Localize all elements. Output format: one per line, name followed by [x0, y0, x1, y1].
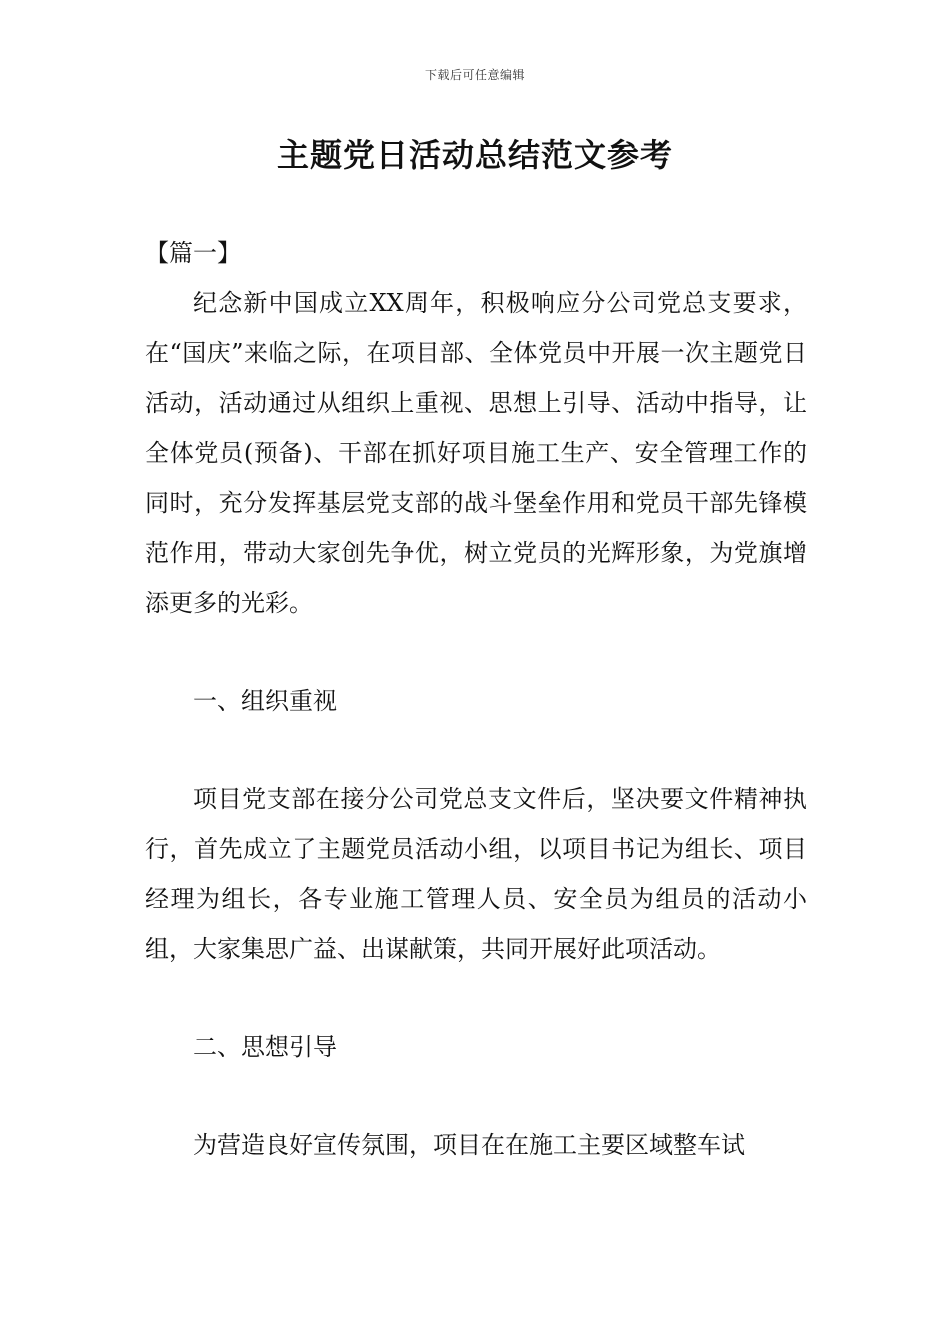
spacer	[145, 1072, 807, 1120]
spacer	[145, 726, 807, 774]
spacer	[145, 974, 807, 1022]
section-heading-1: 一、组织重视	[193, 687, 337, 715]
document-body	[145, 228, 807, 1170]
spacer	[145, 628, 807, 676]
body-paragraph-1: 项目党支部在接分公司党总支文件后，坚决要文件精神执行，首先成立了主题党员活动小组，以项目书记为组长、项目经理为组长，各专业施工管理人员、安全员为组员的活动小组，大家集思广益、出谋献策，共同开展好此项活动。	[145, 785, 807, 963]
section-tag: 【篇一】	[145, 239, 241, 267]
header-note: 下载后可任意编辑	[424, 68, 525, 82]
intro-paragraph: 纪念新中国成立XX周年，积极响应分公司党总支要求，在“国庆”来临之际，在项目部、全体党员中开展一次主题党日活动，活动通过从组织上重视、思想上引导、活动中指导，让全体党员(预备)、干部在抓好项目施工生产、安全管理工作的同时，充分发挥基层党支部的战斗堡垒作用和党员干部先锋模范作用，带动大家创先争优，树立党员的光辉形象，为党旗增添更多的光彩。	[145, 289, 807, 617]
document-title: 主题党日活动总结范文参考	[276, 136, 673, 174]
section-heading-2: 二、思想引导	[193, 1033, 337, 1061]
body-paragraph-2: 为营造良好宣传氛围，项目在在施工主要区域整车试	[193, 1131, 745, 1159]
